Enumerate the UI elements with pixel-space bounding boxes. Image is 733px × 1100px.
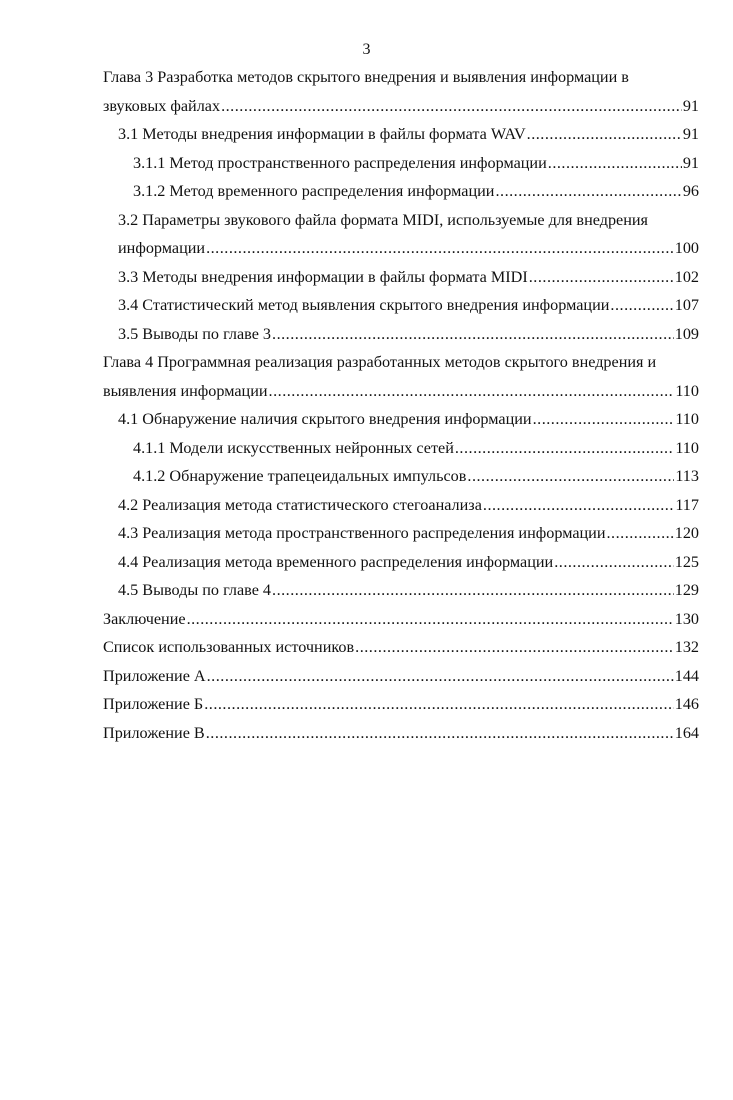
toc-leader-dots: [548, 149, 682, 178]
toc-entry-4-1-2[interactable]: [103, 462, 699, 491]
toc-entry-title: выявления информации: [103, 381, 268, 400]
toc-entry-3-2[interactable]: [103, 206, 699, 263]
toc-entry-title: Приложение В: [103, 723, 205, 742]
toc-entry-title-line1: Глава 3 Разработка методов скрытого внедрения и выявления информации в: [103, 68, 629, 86]
toc-leader-dots: [207, 662, 674, 691]
toc-entry-page: 100: [674, 239, 699, 257]
toc-entry-3-3[interactable]: [103, 263, 699, 292]
toc-entry-page: 110: [675, 381, 699, 400]
toc-entry-title-line1: Глава 4 Программная реализация разработанных методов скрытого внедрения и: [103, 353, 657, 371]
toc-entry-page: 129: [674, 581, 699, 599]
toc-entry-title: информации: [118, 239, 206, 257]
toc-entry-title: 3.4 Статистический метод выявления скрытого внедрения информации: [118, 296, 610, 314]
toc-leader-dots: [607, 519, 674, 548]
toc-leader-dots: [204, 690, 673, 719]
toc-entry-conclusion[interactable]: [103, 605, 699, 634]
toc-entry-3-1-2[interactable]: [103, 177, 699, 206]
toc-entry-page: 107: [674, 296, 699, 314]
toc-leader-dots: [206, 234, 674, 263]
toc-leader-dots: [533, 405, 675, 434]
toc-entry-4-5[interactable]: [103, 576, 699, 605]
toc-entry-references[interactable]: [103, 633, 699, 662]
toc-entry-4-2[interactable]: [103, 491, 699, 520]
toc-entry-title: 4.3 Реализация метода пространственного распределения информации: [118, 524, 606, 542]
toc-entry-page: 132: [674, 638, 699, 656]
toc-entry-3-4[interactable]: [103, 291, 699, 320]
toc-entry-4-3[interactable]: [103, 519, 699, 548]
toc-leader-dots: [610, 291, 673, 320]
toc-entry-title: 4.2 Реализация метода статистического стегоанализа: [118, 495, 482, 514]
toc-entry-4-1[interactable]: [103, 405, 699, 434]
toc-entry-page: 130: [674, 609, 699, 628]
toc-entry-page: 125: [674, 552, 699, 571]
toc-leader-dots: [495, 177, 681, 206]
toc-entry-page: 117: [675, 495, 699, 514]
toc-entry-page: 109: [674, 324, 699, 343]
toc-entry-chapter-4[interactable]: [103, 348, 699, 405]
toc-entry-page: 144: [674, 666, 699, 685]
toc-entry-title: Приложение А: [103, 666, 206, 685]
toc-leader-dots: [527, 120, 682, 149]
toc-entry-title: 4.5 Выводы по главе 4: [118, 581, 272, 599]
toc-entry-page: 110: [675, 438, 699, 457]
toc-entry-appendix-v[interactable]: [103, 719, 699, 748]
toc-entry-3-5[interactable]: [103, 320, 699, 349]
toc-leader-dots: [221, 92, 682, 121]
toc-leader-dots: [206, 719, 674, 748]
toc-entry-title: 3.3 Методы внедрения информации в файлы формата MIDI: [118, 267, 528, 286]
toc-entry-page: 164: [674, 723, 699, 742]
toc-leader-dots: [455, 434, 674, 463]
toc-entry-page: 96: [682, 182, 699, 200]
toc-leader-dots: [483, 491, 674, 520]
toc-entry-page: 120: [674, 524, 699, 542]
toc-entry-page: 146: [674, 695, 699, 713]
toc-entry-title: 4.1 Обнаружение наличия скрытого внедрения информации: [118, 410, 532, 428]
toc-entry-title: 3.1.2 Метод временного распределения информации: [133, 182, 495, 200]
toc-entry-title: 3.1 Методы внедрения информации в файлы формата WAV: [118, 125, 526, 143]
toc-leader-dots: [554, 548, 674, 577]
toc-entry-page: 110: [675, 410, 699, 428]
toc-leader-dots: [355, 633, 674, 662]
toc-entry-title: Приложение Б: [103, 695, 204, 713]
toc-entry-title: 4.4 Реализация метода временного распределения информации: [118, 552, 554, 571]
table-of-contents: [103, 63, 699, 747]
toc-entry-appendix-b[interactable]: [103, 690, 699, 719]
page-number: 3: [362, 41, 371, 58]
toc-entry-title: звуковых файлах: [103, 96, 221, 115]
toc-leader-dots: [187, 605, 674, 634]
toc-entry-3-1[interactable]: [103, 120, 699, 149]
toc-entry-title-line1: 3.2 Параметры звукового файла формата MIDI, используемые для внедрения: [118, 210, 648, 229]
toc-entry-4-4[interactable]: [103, 548, 699, 577]
toc-leader-dots: [269, 377, 675, 406]
toc-leader-dots: [272, 576, 674, 605]
toc-entry-chapter-3[interactable]: [103, 63, 699, 120]
toc-entry-appendix-a[interactable]: [103, 662, 699, 691]
toc-entry-page: 102: [674, 267, 699, 286]
toc-entry-title: 3.5 Выводы по главе 3: [118, 324, 272, 343]
toc-entry-title: 4.1.1 Модели искусственных нейронных сетей: [133, 438, 454, 457]
toc-entry-title: Список использованных источников: [103, 638, 355, 656]
toc-leader-dots: [467, 462, 674, 491]
toc-entry-3-1-1[interactable]: [103, 149, 699, 178]
toc-entry-page: 113: [675, 467, 699, 485]
toc-entry-4-1-1[interactable]: [103, 434, 699, 463]
toc-entry-page: 91: [682, 96, 699, 115]
toc-leader-dots: [529, 263, 674, 292]
toc-entry-page: 91: [682, 153, 699, 172]
toc-leader-dots: [272, 320, 674, 349]
toc-entry-title: 3.1.1 Метод пространственного распределения информации: [133, 153, 547, 172]
toc-entry-title: 4.1.2 Обнаружение трапецеидальных импульсов: [133, 467, 467, 485]
toc-entry-title: Заключение: [103, 609, 186, 628]
toc-entry-page: 91: [682, 125, 699, 143]
